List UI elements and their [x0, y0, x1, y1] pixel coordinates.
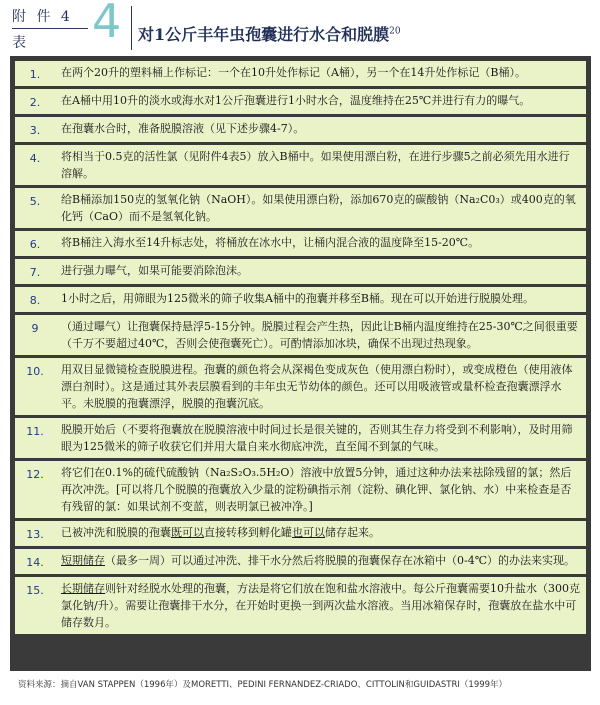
step-text-underlined: 短期储存 [61, 554, 105, 567]
step-row [15, 577, 586, 634]
header-vertical-divider [131, 6, 132, 50]
step-number: 6. [15, 231, 55, 256]
step-row [15, 259, 586, 284]
page-header [0, 0, 600, 56]
table-title-text: 对1公斤丰年虫孢囊进行水合和脱膜 [138, 25, 390, 44]
step-row [15, 418, 586, 458]
step-number: 11. [15, 418, 55, 458]
step-row [15, 549, 586, 574]
step-text: 给B桶添加150克的氢氧化钠（NaOH）。如果使用漂白粉，添加670克的碳酸钠（Na₂C0₃）或400克的氧化钙（CaO）而不是氢氧化钠。 [55, 188, 586, 228]
step-number: 10. [15, 358, 55, 415]
step-row [15, 117, 586, 142]
step-number: 7. [15, 259, 55, 284]
step-text-part: （最多一周）可以通过冲洗、排干水分然后将脱膜的孢囊保存在冰箱中（0-4℃）的办法来实现。 [105, 554, 576, 567]
table-label: 表 [12, 35, 26, 51]
step-row [15, 188, 586, 228]
step-text: 在孢囊水合时，准备脱膜溶液（见下述步骤4-7）。 [55, 117, 586, 142]
step-number: 14. [15, 549, 55, 574]
step-text: 用双目显微镜检查脱膜进程。孢囊的颜色将会从深褐色变成灰色（使用漂白粉时），或变成橙色（使用液体漂白剂时）。这是通过其外表层膜看到的丰年虫无节幼体的颜色。还可以用吸液管或量杯检查孢囊漂浮水平。未脱膜的孢囊漂浮，脱膜的孢囊沉底。 [55, 358, 586, 415]
step-text [55, 577, 586, 634]
step-text: 在A桶中用10升的淡水或海水对1公斤孢囊进行1小时水合，温度维持在25℃并进行有力的曝气。 [55, 89, 586, 114]
step-text-part: 则针对经脱水处理的孢囊，方法是将它们放在饱和盐水溶液中。每公斤孢囊需要10升盐水（300克氯化钠/升）。需要让孢囊排干水分，在开始时更换一到两次盐水溶液。当用冰箱保存时，孢囊放在盐水中可储存数月。 [61, 582, 580, 629]
step-number: 15. [15, 577, 55, 634]
step-text-part: 已被冲洗和脱膜的孢囊 [61, 526, 171, 539]
step-text-underlined: 长期储存 [61, 582, 105, 595]
step-row [15, 521, 586, 546]
source-note: 资料来源：摘自VAN STAPPEN（1996年）及MORETTI、PEDINI FERNANDEZ-CRIADO、CITTOLIN和GUIDASTRI（1999年） [18, 680, 508, 690]
step-row [15, 145, 586, 185]
step-number: 12. [15, 461, 55, 518]
step-text-part: 直接转移到孵化罐 [204, 526, 292, 539]
step-text: 将B桶注入海水至14升标志处，将桶放在冰水中，让桶内混合液的温度降至15-20℃。 [55, 231, 586, 256]
step-number: 4. [15, 145, 55, 185]
step-text: 将它们在0.1%的硫代硫酸钠（Na₂S₂O₃.5H₂O）溶液中放置5分钟，通过这种办法来祛除残留的氯；然后再次冲洗。[可以将几个脱膜的孢囊放入少量的淀粉碘指示剂（淀粉、碘化钾、氯化钠、水）中来检查是否有残留的氯：如果试剂不变蓝，则表明氯已被冲净。] [55, 461, 586, 518]
step-text: 在两个20升的塑料桶上作标记：一个在10升处作标记（A桶），另一个在14升处作标记（B桶）。 [55, 61, 586, 86]
step-row [15, 358, 586, 415]
step-number: 5. [15, 188, 55, 228]
table-number: 4 [92, 0, 122, 48]
step-number: 8. [15, 287, 55, 312]
step-text-part: 储存起来。 [325, 526, 380, 539]
table-title [138, 22, 401, 45]
step-row [15, 287, 586, 312]
step-row [15, 61, 586, 86]
step-number: 9 [15, 315, 55, 355]
header-divider [12, 28, 88, 29]
step-text-underlined: 既可以 [171, 526, 204, 539]
step-number: 3. [15, 117, 55, 142]
step-text: 1小时之后，用筛眼为125微米的筛子收集A桶中的孢囊并移至B桶。现在可以开始进行脱膜处理。 [55, 287, 586, 312]
steps-panel [10, 56, 591, 671]
step-text: 脱膜开始后（不要将孢囊放在脱膜溶液中时间过长是很关键的，否则其生存力将受到不利影响），及时用筛眼为125微米的筛子收获它们并用大量自来水彻底冲洗，直至闻不到氯的气味。 [55, 418, 586, 458]
step-row [15, 89, 586, 114]
step-row [15, 231, 586, 256]
step-row [15, 461, 586, 518]
step-text: 进行强力曝气，如果可能要消除泡沫。 [55, 259, 586, 284]
title-footnote: 20 [389, 26, 401, 37]
step-number: 2. [15, 89, 55, 114]
step-text: （通过曝气）让孢囊保持悬浮5-15分钟。脱膜过程会产生热，因此让B桶内温度维持在25-30℃之间很重要（千万不要超过40℃，否则会使孢囊死亡）。可酌情添加冰块，确保不出现过热现象。 [55, 315, 586, 355]
step-text [55, 521, 586, 546]
step-text-underlined: 也可以 [292, 526, 325, 539]
step-number: 13. [15, 521, 55, 546]
steps-table [15, 58, 586, 637]
step-text [55, 549, 586, 574]
steps-body [15, 61, 586, 634]
annex-label: 附 件 4 [12, 9, 73, 25]
step-number: 1. [15, 61, 55, 86]
step-text: 将相当于0.5克的活性氯（见附件4表5）放入B桶中。如果使用漂白粉，在进行步骤5之前必须先用水进行溶解。 [55, 145, 586, 185]
step-row [15, 315, 586, 355]
